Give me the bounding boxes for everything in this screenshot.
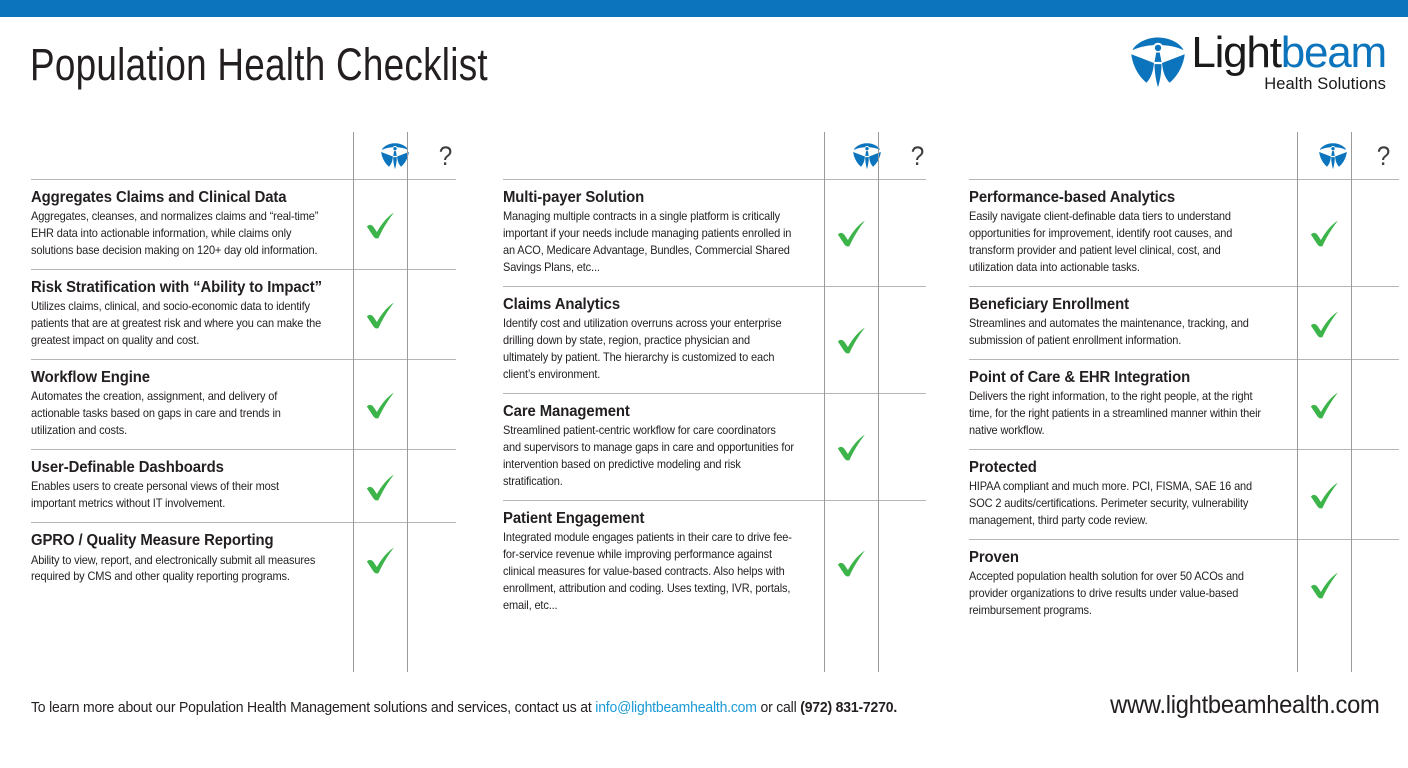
- checklist-row-text: [31, 270, 353, 360]
- column-2-inner: [503, 132, 942, 672]
- check-icon: [363, 298, 397, 332]
- column-header-other: [1360, 132, 1408, 180]
- lightbeam-check-cell: [1297, 450, 1351, 540]
- checklist-row-text: [969, 540, 1297, 630]
- lightbeam-bird-icon: [380, 142, 410, 171]
- checklist-row-title: Aggregates Claims and Clinical Data: [31, 189, 287, 206]
- check-icon: [363, 470, 397, 504]
- question-mark-icon: ?: [911, 140, 925, 171]
- checklist-row: [31, 523, 470, 596]
- footer-mid-text: or call: [756, 700, 801, 716]
- checklist-row: [503, 287, 942, 394]
- checklist-row-title: Performance-based Analytics: [969, 189, 1176, 206]
- lightbeam-bird-icon: [1318, 142, 1348, 171]
- checklist-row-text: [503, 501, 824, 625]
- checklist-row-text: [31, 180, 353, 270]
- lightbeam-check-cell: [824, 287, 878, 394]
- column-divider-1: [1297, 132, 1298, 672]
- checklist-row: [31, 450, 470, 523]
- footer-website[interactable]: www.lightbeamhealth.com: [1110, 691, 1380, 719]
- other-vendor-cell: [878, 501, 926, 625]
- column-divider-2: [407, 132, 408, 672]
- other-vendor-cell: [878, 287, 926, 394]
- lightbeam-check-cell: [353, 270, 407, 360]
- check-icon: [1307, 478, 1341, 512]
- checklist-row-title: User-Definable Dashboards: [31, 459, 224, 477]
- check-icon: [834, 323, 868, 357]
- column-divider-1: [353, 132, 354, 672]
- checklist-row: [31, 180, 470, 270]
- lightbeam-check-cell: [1297, 360, 1351, 450]
- checklist-row-title: Patient Engagement: [503, 509, 645, 527]
- check-icon: [1307, 216, 1341, 250]
- checklist-row-description: Streamlines and automates the maintenance, tracking, and submission of patient enrollment information.: [969, 317, 1249, 348]
- checklist-row-description: Easily navigate client-definable data tiers to understand opportunities for improvement, identify root causes, and transform provider and patient level clinical, cost, and utilization data into actionable tasks.: [969, 210, 1233, 275]
- checklist-row-description: Automates the creation, assignment, and delivery of actionable tasks based on gaps in care and trends in utilization and costs.: [31, 390, 281, 438]
- column-1: [0, 132, 470, 672]
- checklist-row-text: [31, 523, 353, 596]
- column-header-other: [894, 132, 942, 180]
- other-vendor-cell: [878, 180, 926, 287]
- brand-tagline: Health Solutions: [1264, 75, 1386, 94]
- checklist-row-description: Managing multiple contracts in a single platform is critically important if your needs include managing patients enrolled in an ACO, Medicare Advantage, Bundles, Commercial Shared Savings Plans, etc...: [503, 210, 792, 275]
- column-header-other: [422, 132, 470, 180]
- column-3-inner: [969, 132, 1408, 672]
- checklist-columns: [0, 132, 1408, 672]
- column-divider-2: [1351, 132, 1352, 672]
- other-vendor-cell: [407, 523, 455, 596]
- checklist-row-title: Multi-payer Solution: [503, 189, 645, 206]
- check-icon: [1307, 307, 1341, 341]
- checklist-row-description: Streamlined patient-centric workflow for care coordinators and supervisors to manage gaps in care and opportunities for intervention based on predictive modeling and risk stratification.: [503, 424, 794, 488]
- checklist-row: [31, 270, 470, 360]
- brand-logo: [1129, 28, 1386, 94]
- other-vendor-cell: [1351, 287, 1399, 360]
- checklist-row-description: HIPAA compliant and much more. PCI, FISMA, SAE 16 and SOC 2 audits/certifications. Perimeter security, vulnerability management, third party code review.: [969, 480, 1253, 528]
- checklist-row-text: [31, 360, 353, 450]
- column-header-lightbeam: [368, 132, 422, 180]
- lightbeam-check-cell: [353, 180, 407, 270]
- other-vendor-cell: [1351, 540, 1399, 630]
- checklist-row: [969, 287, 1408, 360]
- checklist-row-title: Protected: [969, 459, 1037, 477]
- column-2-header: [503, 132, 942, 180]
- checklist-row-text: [969, 360, 1297, 450]
- lightbeam-check-cell: [1297, 287, 1351, 360]
- checklist-row: [503, 501, 942, 625]
- check-icon: [834, 216, 868, 250]
- checklist-row-text: [503, 394, 824, 501]
- column-2: [470, 132, 942, 672]
- other-vendor-cell: [1351, 180, 1399, 287]
- page-title: Population Health Checklist: [30, 39, 488, 90]
- brand-word-blue: beam: [1280, 28, 1386, 77]
- top-accent-bar: [0, 0, 1408, 17]
- lightbeam-check-cell: [1297, 180, 1351, 287]
- check-icon: [363, 543, 397, 577]
- check-icon: [1307, 568, 1341, 602]
- checklist-row-title: Proven: [969, 549, 1019, 567]
- checklist-row-description: Delivers the right information, to the right people, at the right time, for the right patients in a streamlined manner within their native workflow.: [969, 390, 1261, 438]
- brand-text: [1191, 28, 1386, 94]
- check-icon: [834, 546, 868, 580]
- question-mark-icon: ?: [1377, 140, 1391, 171]
- lightbeam-check-cell: [824, 180, 878, 287]
- checklist-row-description: Enables users to create personal views of their most important metrics without IT involvement.: [31, 480, 279, 511]
- column-1-header: [31, 132, 470, 180]
- column-3: [942, 132, 1408, 672]
- checklist-row-title: Point of Care & EHR Integration: [969, 369, 1191, 387]
- checklist-row-title: Risk Stratification with “Ability to Impact”: [31, 279, 322, 297]
- lightbeam-check-cell: [824, 394, 878, 501]
- checklist-row-title: Beneficiary Enrollment: [969, 295, 1129, 313]
- check-icon: [363, 208, 397, 242]
- column-divider-1: [824, 132, 825, 672]
- footer-lead-text: To learn more about our Population Health Management solutions and services, contact us at: [31, 700, 596, 716]
- column-3-header: [969, 132, 1408, 180]
- check-icon: [1307, 388, 1341, 422]
- question-mark-icon: ?: [439, 140, 453, 171]
- checklist-row-text: [969, 180, 1297, 287]
- check-icon: [834, 430, 868, 464]
- other-vendor-cell: [1351, 360, 1399, 450]
- brand-word-dark: Light: [1191, 28, 1281, 77]
- checklist-row-text: [503, 180, 824, 287]
- check-icon: [363, 388, 397, 422]
- footer-phone: (972) 831-7270.: [800, 700, 898, 716]
- checklist-row-description: Accepted population health solution for over 50 ACOs and provider organizations to drive results under value-based reimbursement programs.: [969, 570, 1244, 618]
- checklist-row-description: Utilizes claims, clinical, and socio-economic data to identify patients that are at greatest risk and where you can make the greatest impact on quality and cost.: [31, 300, 322, 348]
- other-vendor-cell: [407, 180, 455, 270]
- checklist-row-description: Aggregates, cleanses, and normalizes claims and “real-time” EHR data into actionable information, while claims only solutions base decision making on 120+ day old information.: [31, 210, 319, 258]
- other-vendor-cell: [878, 394, 926, 501]
- page-header: [0, 17, 1408, 125]
- checklist-row-description: Ability to view, report, and electronically submit all measures required by CMS and other quality reporting programs.: [31, 553, 316, 584]
- checklist-row-title: Claims Analytics: [503, 295, 621, 313]
- checklist-row-text: [503, 287, 824, 394]
- checklist-row: [31, 360, 470, 450]
- column-1-inner: [31, 132, 470, 672]
- other-vendor-cell: [407, 270, 455, 360]
- checklist-row-description: Identify cost and utilization overruns across your enterprise drilling down by state, region, practice physician and ultimately by patient. The hierarchy is customized to each client’s environment.: [503, 317, 782, 382]
- checklist-row-text: [969, 287, 1297, 360]
- checklist-row: [969, 450, 1408, 540]
- checklist-row-title: Workflow Engine: [31, 369, 150, 387]
- column-divider-2: [878, 132, 879, 672]
- lightbeam-check-cell: [353, 360, 407, 450]
- checklist-row: [503, 180, 942, 287]
- brand-wordmark: [1191, 28, 1386, 77]
- checklist-row: [969, 360, 1408, 450]
- page-footer: [0, 672, 1408, 768]
- checklist-row-description: Integrated module engages patients in their care to drive fee-for-service revenue while improving performance against clinical measures for value-based contracts. Also helps with enrollment, attribution and coding. Uses texting, IVR, portals, email, etc...: [503, 531, 792, 612]
- lightbeam-check-cell: [1297, 540, 1351, 630]
- lightbeam-check-cell: [353, 450, 407, 523]
- column-header-lightbeam: [840, 132, 894, 180]
- lightbeam-bird-icon: [1129, 35, 1187, 91]
- footer-contact-line: [31, 700, 897, 716]
- other-vendor-cell: [1351, 450, 1399, 540]
- checklist-row-title: GPRO / Quality Measure Reporting: [31, 532, 274, 550]
- checklist-row-title: Care Management: [503, 402, 630, 420]
- lightbeam-check-cell: [824, 501, 878, 625]
- other-vendor-cell: [407, 450, 455, 523]
- footer-email-link[interactable]: info@lightbeamhealth.com: [595, 700, 757, 716]
- checklist-row-text: [31, 450, 353, 523]
- other-vendor-cell: [407, 360, 455, 450]
- checklist-row: [969, 180, 1408, 287]
- checklist-row-text: [969, 450, 1297, 540]
- checklist-row: [969, 540, 1408, 630]
- lightbeam-check-cell: [353, 523, 407, 596]
- checklist-row: [503, 394, 942, 501]
